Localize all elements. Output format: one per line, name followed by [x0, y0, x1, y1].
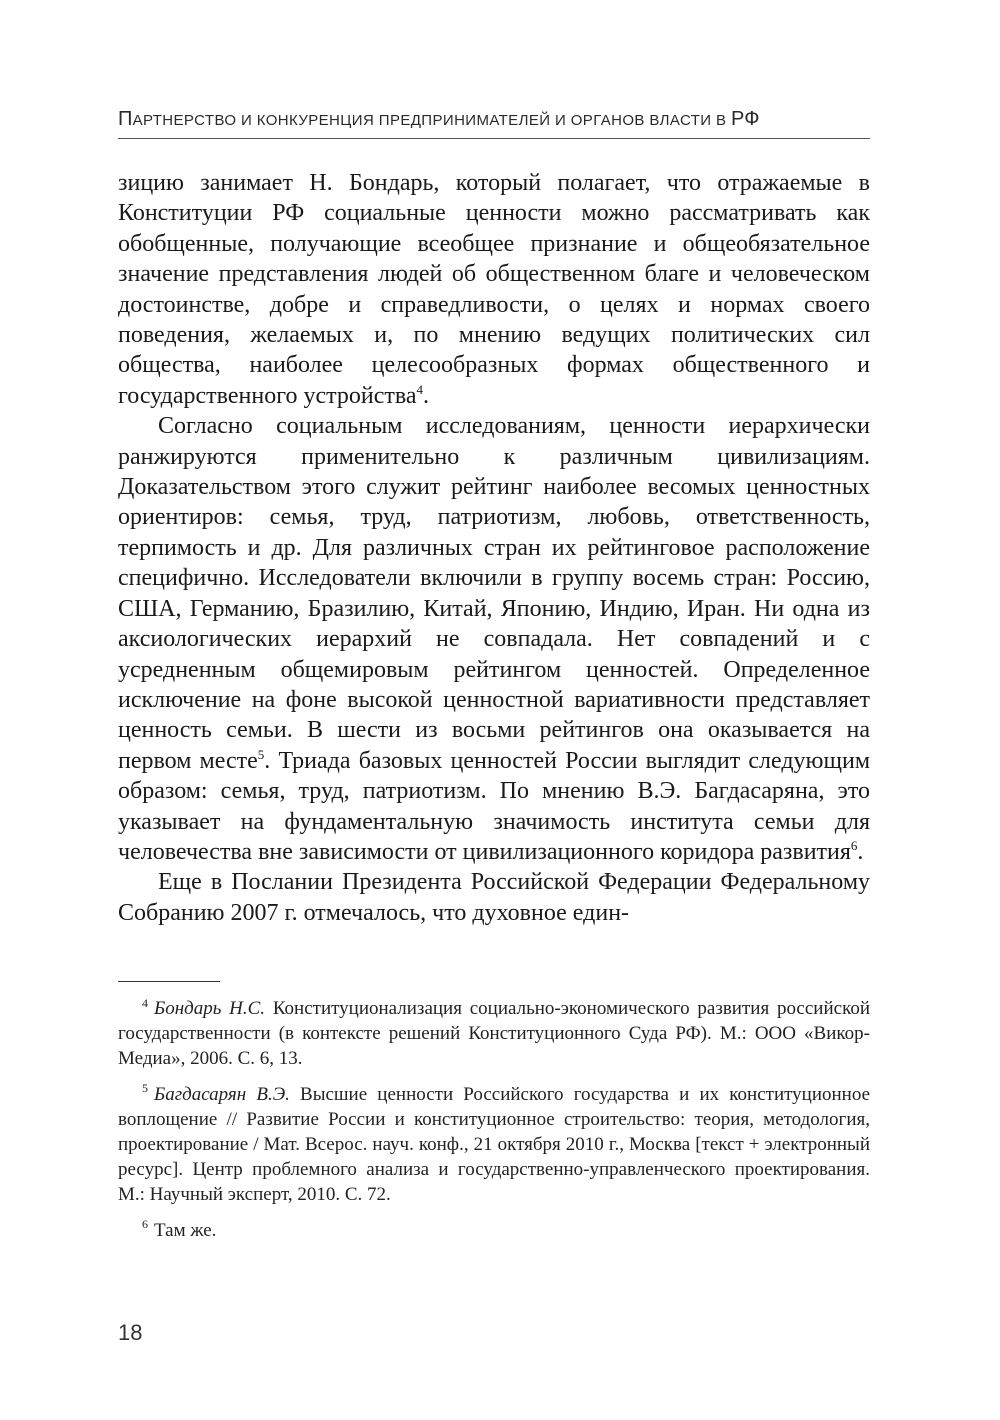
footnote-6: [118, 1218, 870, 1243]
footnote-number: 6: [142, 1217, 148, 1232]
footnote-4: [118, 996, 870, 1072]
running-head-end: РФ: [730, 108, 760, 130]
footnote-author: Бондарь Н.С.: [154, 998, 266, 1019]
header-divider: [118, 138, 870, 139]
main-text: [118, 168, 870, 928]
footnote-ref-6[interactable]: 6: [850, 837, 858, 853]
footnote-number: 4: [142, 995, 148, 1010]
footnote-text: Там же.: [154, 1219, 217, 1241]
paragraph-2-text-b: . Триада базовых ценностей России выглядит следующим образом: семья, труд, патриотизм. По мнению В.Э. Багдасаряна, это указывает на фундаментальную значимость института семьи для человечества вне зависимости от цивилизационного коридора развития: [118, 747, 870, 865]
paragraph-1: зицию занимает Н. Бондарь, который полагает, что отражаемые в Конституции РФ социальные ценности можно рассматривать как обобщенные, получающие всеобщее признание и общеобязательное значение представления людей об общественном благе и человеческом достоинстве, добре и справедливости, о целях и нормах своего поведения, желаемых и, по мнению ведущих политических сил общества, наиболее целесообразных формах общественного и государственного устройства$^4$.: [118, 170, 870, 409]
paragraph-3-text: Еще в Послании Президента Российской Федерации Федеральному Собранию 2007 г. отмечалось, что духовное един-: [118, 869, 870, 926]
footnote-number: 5: [142, 1081, 148, 1096]
paragraph-2: Согласно социальным исследованиям, ценности иерархически ранжируются применительно к различным цивилизациям. Доказательством этого служит рейтинг наиболее весомых ценностных ориентиров: семья, труд, патриотизм, любовь, ответственность, терпимость и др. Для различных стран их рейтинговое расположение специфично. Исследователи включили в группу восемь стран: Россию, США, Германию, Бразилию, Китай, Японию, Индию, Иран. Ни одна из аксиологических иерархий не совпадала. Нет совпадений и с усредненным общемировым рейтингом ценностей. Определенное исключение на фоне высокой ценностной вариативности представляет ценность семьи. В шести из восьми рейтингов она оказывается на первом месте$^5$. Триада базовых ценностей России выглядит следующим образом: семья, труд, патриотизм. По мнению В.Э. Багдасаряна, это указывает на фундаментальную значимость института семьи для человечества вне зависимости от цивилизационного коридора развития$^6$.: [118, 413, 870, 865]
footnote-author: Багдасарян В.Э.: [154, 1083, 290, 1105]
running-head-title: АРТНЕРСТВО И КОНКУРЕНЦИЯ ПРЕДПРИНИМАТЕЛЕЙ И ОРГАНОВ ВЛАСТИ В: [132, 112, 731, 129]
footnote-text: Высшие ценности Российского государства и их конституционное воплощение // Развитие России и конституционное строительство: теория, методология, проектирование / Мат. Всерос. науч. конф., 21 октября 2010 г., Москва [текст + электронный ресурс]. Центр проблемного анализа и государственно-управленческого проектирования. М.: Научный эксперт, 2010. С. 72.: [118, 1083, 870, 1206]
footnote-text: Конституционализация социально-экономического развития российской государственности (в контексте решений Конституционного Суда РФ). М.: ООО «Викор-Медиа», 2006. С. 6, 13.: [118, 998, 870, 1070]
paragraph-2-text-a: Согласно социальным исследованиям, ценности иерархически ранжируются применительно к различным цивилизациям. Доказательством этого служит рейтинг наиболее весомых ценностных ориентиров: семья, труд, патриотизм, любовь, ответственность, терпимость и др. Для различных стран их рейтинговое расположение специфично. Исследователи включили в группу восемь стран: Россию, США, Германию, Бразилию, Китай, Японию, Индию, Иран. Ни одна из аксиологических иерархий не совпадала. Нет совпадений и с усредненным общемировым рейтингом ценностей. Определенное исключение на фоне высокой ценностной вариативности представляет ценность семьи. В шести из восьми рейтингов она оказывается на первом месте: [118, 413, 870, 774]
footnote-divider: [118, 981, 220, 982]
footnote-5: [118, 1082, 870, 1208]
footnote-ref-4[interactable]: 4: [416, 381, 424, 397]
paragraph-1-text: зицию занимает Н. Бондарь, который полагает, что отражаемые в Конституции РФ социальные ценности можно рассматривать как обобщенные, получающие всеобщее признание и общеобязательное значение представления людей об общественном благе и человеческом достоинстве, добре и справедливости, о целях и нормах своего поведения, желаемых и, по мнению ведущих политических сил общества, наиболее целесообразных формах общественного и государственного устройства: [118, 170, 870, 409]
running-head: [118, 108, 870, 131]
footnote-ref-5[interactable]: 5: [257, 746, 265, 762]
running-head-initial: П: [118, 108, 133, 130]
page-number: 18: [118, 1320, 143, 1345]
footnotes: [118, 996, 870, 1253]
paragraph-3: [118, 867, 870, 928]
